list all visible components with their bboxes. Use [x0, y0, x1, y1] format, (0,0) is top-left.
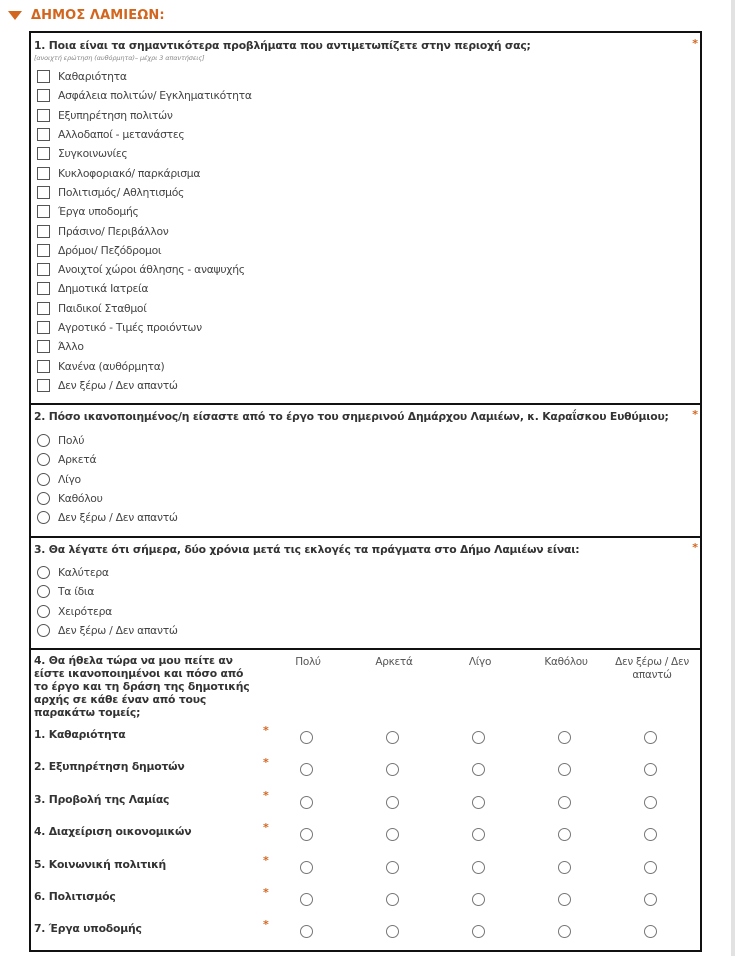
option-label: Λίγο: [58, 472, 81, 486]
checkbox-option[interactable]: [31, 106, 252, 125]
checkbox[interactable]: [37, 321, 50, 334]
radio-button[interactable]: [37, 605, 50, 618]
option-label: Δεν ξέρω / Δεν απαντώ: [58, 511, 178, 525]
radio-button[interactable]: [37, 566, 50, 579]
required-asterisk: *: [263, 724, 269, 737]
column-header: Αρκετά: [375, 656, 413, 668]
checkbox-list: [31, 67, 252, 395]
rating-radio-button[interactable]: [300, 796, 313, 809]
checkbox-option[interactable]: [31, 221, 252, 240]
matrix-row: [31, 853, 700, 878]
rating-radio-button[interactable]: [558, 731, 571, 744]
radio-option[interactable]: [31, 489, 178, 508]
checkbox-option[interactable]: [31, 356, 252, 375]
rating-radio-button[interactable]: [386, 893, 399, 906]
required-asterisk: *: [263, 788, 269, 802]
option-label: Κυκλοφοριακό/ παρκάρισμα: [58, 166, 201, 180]
radio-group: [31, 563, 178, 640]
radio-button[interactable]: [37, 473, 50, 486]
rating-radio-button[interactable]: [300, 828, 313, 841]
rating-radio-button[interactable]: [644, 731, 657, 744]
checkbox-option[interactable]: [31, 318, 252, 337]
rating-radio-button[interactable]: [644, 861, 657, 874]
radio-button[interactable]: [37, 511, 50, 524]
column-header: Καθόλου: [544, 656, 588, 668]
option-label: Δεν ξέρω / Δεν απαντώ: [58, 378, 178, 392]
required-asterisk: *: [692, 541, 698, 554]
option-label: Πολύ: [58, 434, 85, 448]
collapse-triangle-icon[interactable]: [8, 11, 22, 20]
option-label: Πολιτισμός/ Αθλητισμός: [58, 185, 185, 199]
matrix-row: [31, 821, 700, 845]
rating-radio-button[interactable]: [558, 925, 571, 938]
option-label: Δημοτικά Ιατρεία: [58, 282, 149, 296]
option-label: Έργα υποδομής: [58, 205, 139, 219]
option-label: Αρκετά: [58, 453, 97, 467]
checkbox-option[interactable]: [31, 163, 252, 182]
rating-radio-button[interactable]: [558, 763, 571, 776]
radio-option[interactable]: [31, 602, 178, 621]
checkbox-option[interactable]: [31, 299, 252, 318]
radio-option[interactable]: [31, 582, 178, 601]
rating-radio-button[interactable]: [558, 796, 571, 809]
option-label: Δεν ξέρω / Δεν απαντώ: [58, 624, 178, 638]
question-2: [29, 403, 702, 536]
option-label: Αγροτικό - Τιμές προιόντων: [58, 321, 202, 334]
option-label: Εξυπηρέτηση πολιτών: [58, 108, 173, 122]
matrix-row: [31, 886, 700, 910]
row-label: 3. Προβολή της Λαμίας: [34, 792, 170, 806]
matrix-row: [31, 756, 700, 780]
checkbox[interactable]: [37, 263, 50, 276]
option-label: Κανένα (αυθόρμητα): [58, 359, 165, 373]
rating-radio-button[interactable]: [472, 796, 485, 809]
rating-radio-button[interactable]: [558, 828, 571, 841]
required-asterisk: *: [263, 853, 269, 867]
rating-radio-button[interactable]: [300, 763, 313, 776]
checkbox[interactable]: [37, 379, 50, 392]
radio-option[interactable]: [31, 431, 178, 450]
radio-button[interactable]: [37, 453, 50, 466]
column-header: Λίγο: [468, 656, 492, 668]
rating-radio-button[interactable]: [558, 893, 571, 906]
question-4-matrix: [29, 648, 702, 952]
option-label: Καθαριότητα: [58, 70, 127, 84]
rating-radio-button[interactable]: [472, 861, 485, 874]
rating-radio-button[interactable]: [472, 828, 485, 841]
checkbox[interactable]: [37, 282, 50, 295]
rating-radio-button[interactable]: [472, 763, 485, 776]
checkbox-option[interactable]: [31, 86, 252, 105]
matrix-row: [31, 724, 700, 748]
option-label: Άλλο: [58, 340, 84, 354]
row-label: 6. Πολιτισμός: [34, 890, 116, 903]
checkbox[interactable]: [37, 225, 50, 238]
checkbox[interactable]: [37, 360, 50, 373]
radio-option[interactable]: [31, 621, 178, 640]
required-asterisk: *: [263, 886, 269, 899]
checkbox[interactable]: [37, 167, 50, 180]
checkbox-option[interactable]: [31, 260, 252, 279]
checkbox[interactable]: [37, 186, 50, 199]
row-label: 1. Καθαριότητα: [34, 728, 126, 741]
option-label: Καθόλου: [58, 492, 103, 506]
rating-radio-button[interactable]: [386, 796, 399, 809]
section-title: ΔΗΜΟΣ ΛΑΜΙΕΩΝ:: [31, 7, 165, 23]
matrix-row: [31, 788, 700, 813]
question-1-title: 1. Ποια είναι τα σημαντικότερα προβλήματα που αντιμετωπίζετε στην περιοχή σας;: [34, 39, 531, 52]
column-header: Πολύ: [295, 656, 321, 668]
question-3: [29, 536, 702, 648]
checkbox-option[interactable]: [31, 241, 252, 260]
column-header: Δεν ξέρω / Δεν απαντώ: [615, 656, 689, 681]
required-asterisk: *: [692, 408, 698, 421]
radio-group: [31, 431, 178, 527]
required-asterisk: *: [263, 918, 269, 932]
row-label: 4. Διαχείριση οικονομικών: [34, 825, 192, 839]
rating-radio-button[interactable]: [472, 893, 485, 906]
checkbox-option[interactable]: [31, 67, 252, 86]
radio-option[interactable]: [31, 450, 178, 469]
rating-radio-button[interactable]: [644, 796, 657, 809]
checkbox-option[interactable]: [31, 376, 252, 395]
matrix-row: [31, 918, 700, 942]
checkbox[interactable]: [37, 70, 50, 83]
rating-radio-button[interactable]: [472, 731, 485, 744]
rating-radio-button[interactable]: [644, 828, 657, 841]
radio-option[interactable]: [31, 508, 178, 527]
option-label: Συγκοινωνίες: [58, 147, 128, 161]
row-label: 2. Εξυπηρέτηση δημοτών: [34, 760, 185, 774]
option-label: Ανοιχτοί χώροι άθλησης - αναψυχής: [58, 263, 245, 277]
scrollbar[interactable]: [731, 0, 735, 956]
radio-button[interactable]: [37, 492, 50, 505]
option-label: Καλύτερα: [58, 566, 109, 580]
rating-radio-button[interactable]: [386, 731, 399, 744]
question-2-title: 2. Πόσο ικανοποιημένος/η είσαστε από το έργο του σημερινού Δημάρχου Λαμιέων, κ. Καραΐσκου Ευθύμιου;: [34, 410, 669, 423]
option-label: Ασφάλεια πολιτών/ Εγκληματικότητα: [58, 89, 252, 103]
question-1: [29, 31, 702, 403]
required-asterisk: *: [692, 37, 698, 50]
rating-radio-button[interactable]: [386, 861, 399, 874]
radio-button[interactable]: [37, 434, 50, 447]
checkbox[interactable]: [37, 340, 50, 353]
option-label: Παιδικοί Σταθμοί: [58, 301, 147, 315]
checkbox[interactable]: [37, 302, 50, 315]
checkbox-option[interactable]: [31, 125, 252, 144]
checkbox[interactable]: [37, 244, 50, 257]
rating-radio-button[interactable]: [300, 925, 313, 938]
rating-radio-button[interactable]: [472, 925, 485, 938]
rating-radio-button[interactable]: [300, 893, 313, 906]
checkbox[interactable]: [37, 147, 50, 160]
radio-button[interactable]: [37, 585, 50, 598]
question-3-title: 3. Θα λέγατε ότι σήμερα, δύο χρόνια μετά τις εκλογές τα πράγματα στο Δήμο Λαμιέων είναι:: [34, 543, 580, 556]
row-label: 7. Έργα υποδομής: [34, 922, 142, 936]
checkbox[interactable]: [37, 205, 50, 218]
option-label: Πράσινο/ Περιβάλλον: [58, 224, 169, 238]
page-margin: [702, 0, 731, 956]
checkbox-option[interactable]: [31, 144, 252, 163]
rating-radio-button[interactable]: [644, 763, 657, 776]
radio-option[interactable]: [31, 470, 178, 489]
question-1-hint: [ανοιχτή ερώτηση (αυθόρμητα)– μέχρι 3 απαντήσεις]: [34, 54, 205, 62]
rating-radio-button[interactable]: [300, 861, 313, 874]
checkbox-option[interactable]: [31, 183, 252, 202]
option-label: Δρόμοι/ Πεζόδρομοι: [58, 243, 162, 257]
section-header[interactable]: [8, 6, 165, 24]
rating-radio-button[interactable]: [386, 763, 399, 776]
option-label: Τα ίδια: [58, 585, 95, 599]
rating-radio-button[interactable]: [558, 861, 571, 874]
checkbox[interactable]: [37, 89, 50, 102]
checkbox-option[interactable]: [31, 202, 252, 221]
checkbox[interactable]: [37, 128, 50, 141]
checkbox[interactable]: [37, 109, 50, 122]
radio-button[interactable]: [37, 624, 50, 637]
required-asterisk: *: [263, 821, 269, 835]
radio-option[interactable]: [31, 563, 178, 582]
option-label: Χειρότερα: [58, 604, 112, 618]
checkbox-option[interactable]: [31, 337, 252, 356]
required-asterisk: *: [263, 756, 269, 770]
option-label: Αλλοδαποί - μετανάστες: [58, 128, 185, 142]
rating-radio-button[interactable]: [386, 925, 399, 938]
rating-radio-button[interactable]: [644, 925, 657, 938]
checkbox-option[interactable]: [31, 279, 252, 298]
row-label: 5. Κοινωνική πολιτική: [34, 857, 167, 871]
rating-radio-button[interactable]: [386, 828, 399, 841]
rating-radio-button[interactable]: [300, 731, 313, 744]
question-4-title: 4. Θα ήθελα τώρα να μου πείτε αν είστε ικανοποιημένοι και πόσο από το έργο και τη δράση της δημοτικής αρχής σε κάθε έναν από τους παρακάτω τομείς;: [34, 654, 250, 719]
rating-radio-button[interactable]: [644, 893, 657, 906]
